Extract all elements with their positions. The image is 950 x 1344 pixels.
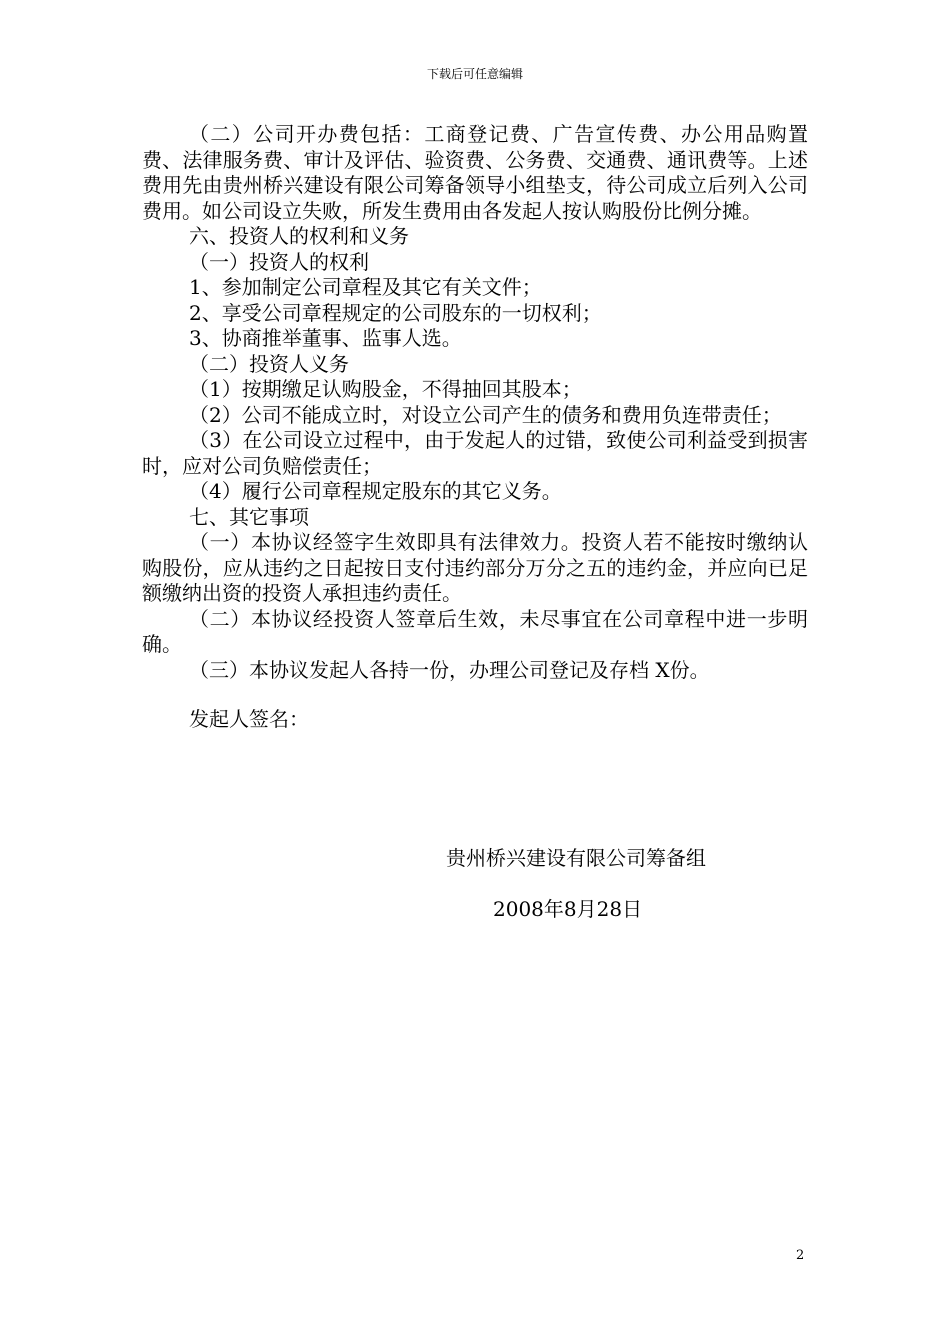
page-number: 2 xyxy=(796,1248,805,1263)
list-item-right-2: 2、享受公司章程规定的公司股东的一切权利； xyxy=(189,300,602,325)
section-heading-other-matters: 七、其它事项 xyxy=(189,504,309,529)
list-item-obligation-3: （3）在公司设立过程中，由于发起人的过错，致使公司利益受到损害时，应对公司负赔偿责任； xyxy=(142,428,808,478)
list-item-right-1: 1、参加制定公司章程及其它有关文件； xyxy=(189,275,542,299)
section-heading-rights-obligations: 六、投资人的权利和义务 xyxy=(189,224,409,248)
signing-organization: 贵州桥兴建设有限公司筹备组 xyxy=(446,846,706,870)
signature-label: 发起人签名： xyxy=(189,707,309,731)
paragraph-effective-upon-seal: （二）本协议经投资人签章后生效，未尽事宜在公司章程中进一步明确。 xyxy=(142,606,808,656)
list-item-obligation-4: （4）履行公司章程规定股东的其它义务。 xyxy=(189,479,562,503)
document-body xyxy=(142,122,808,733)
list-item-obligation-2: （2）公司不能成立时，对设立公司产生的债务和费用负连带责任； xyxy=(189,402,782,427)
list-item-obligation-1: （1）按期缴足认购股金，不得抽回其股本； xyxy=(189,377,582,401)
header-note: 下载后可任意编辑 xyxy=(426,67,523,81)
signing-date: 2008年8月28日 xyxy=(493,897,643,921)
paragraph-startup-costs: （二）公司开办费包括：工商登记费、广告宣传费、办公用品购置费、法律服务费、审计及评估、验资费、公务费、交通费、通讯费等。上述费用先由贵州桥兴建设有限公司筹备领导小组垫支，待公司成立后列入公司费用。如公司设立失败，所发生费用由各发起人按认购股份比例分摊。 xyxy=(142,122,808,223)
paragraph-copies: （三）本协议发起人各持一份，办理公司登记及存档 X份。 xyxy=(189,657,710,682)
list-item-right-3: 3、协商推举董事、监事人选。 xyxy=(189,326,462,350)
blank-line xyxy=(142,683,808,707)
paragraph-legal-effect: （一）本协议经签字生效即具有法律效力。投资人若不能按时缴纳认购股份，应从违约之日起按日支付违约部分万分之五的违约金，并应向已足额缴纳出资的投资人承担违约责任。 xyxy=(142,530,808,605)
subsection-heading-rights: （一）投资人的权利 xyxy=(189,249,369,274)
subsection-heading-obligations: （二）投资人义务 xyxy=(189,351,349,376)
